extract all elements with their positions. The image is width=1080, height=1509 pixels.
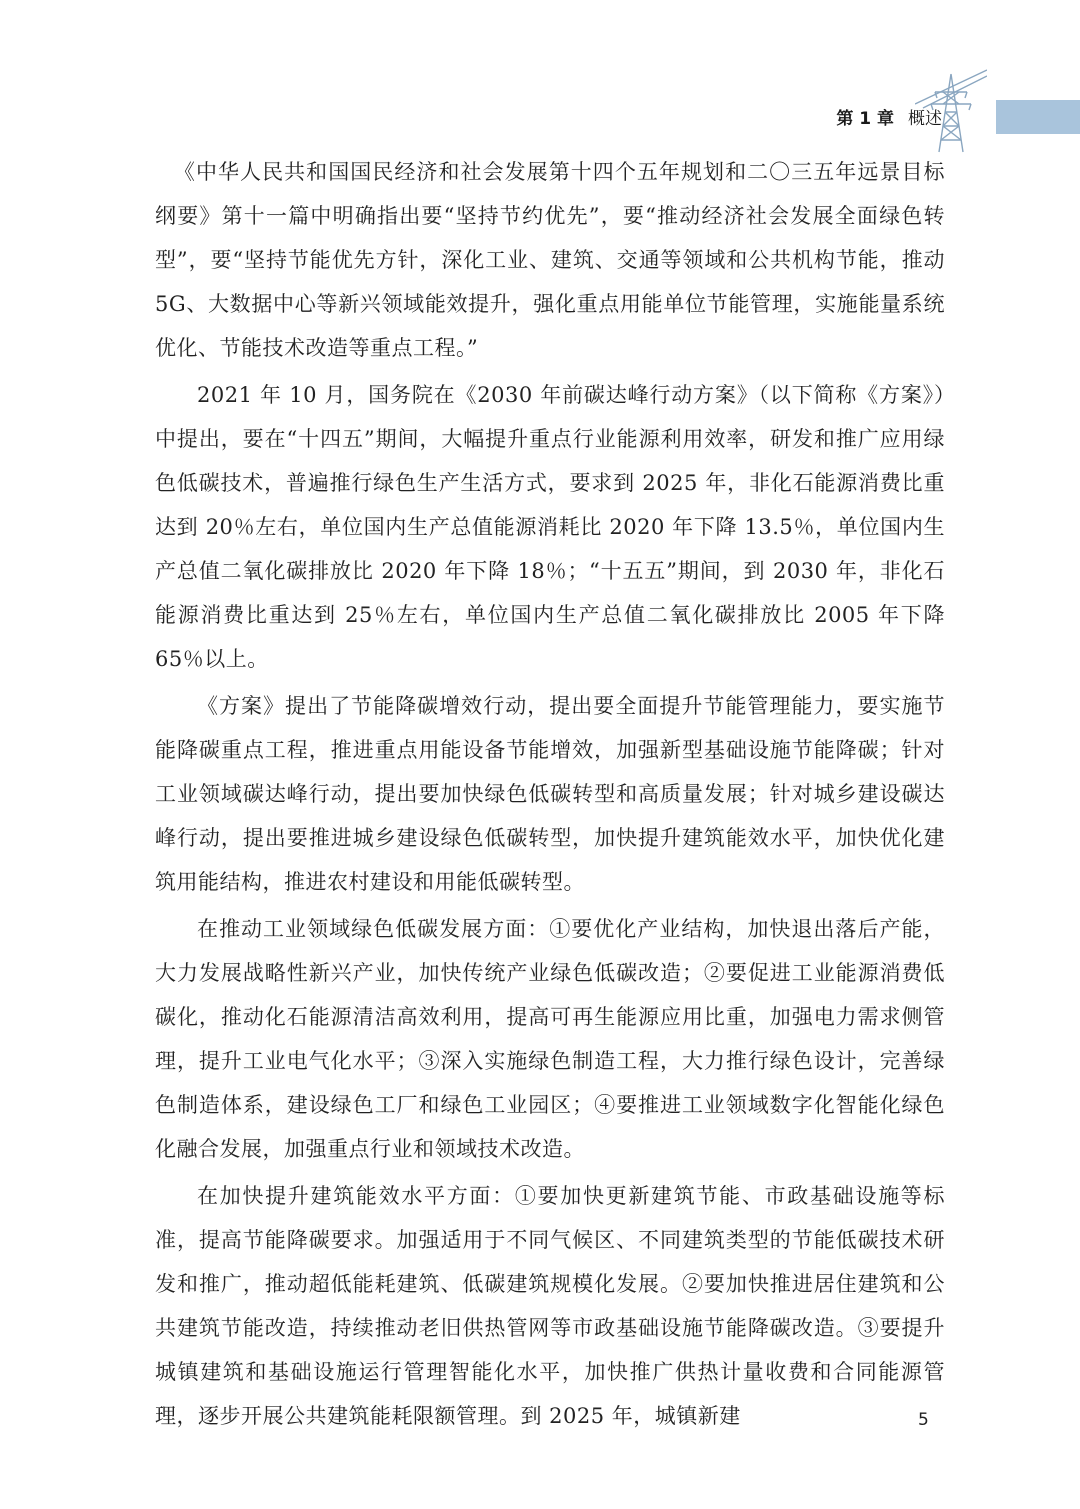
chapter-number: 第 1 章: [836, 109, 894, 129]
paragraph: 2021 年 10 月，国务院在《2030 年前碳达峰行动方案》（以下简称《方案》）中提出，要在“十四五”期间，大幅提升重点行业能源利用效率，研发和推广应用绿色低碳技术，普遍推行绿色生产生活方式，要求到 2025 年，非化石能源消费比重达到 20％左右，单位国内生产总值能源消耗比 2020 年下降 13.5％，单位国内生产总值二氧化碳排放比 2020 年下降 18％；“十五五”期间，到 2030 年，非化石能源消费比重达到 25％左右，单位国内生产总值二氧化碳排放比 2005 年下降 65％以上。: [155, 383, 945, 671]
paragraph: 《方案》提出了节能降碳增效行动，提出要全面提升节能管理能力，要实施节能降碳重点工程，推进重点用能设备节能增效，加强新型基础设施节能降碳；针对工业领域碳达峰行动，提出要加快绿色低碳转型和高质量发展；针对城乡建设碳达峰行动，提出要推进城乡建设绿色低碳转型，加快提升建筑能效水平，加快优化建筑用能结构，推进农村建设和用能低碳转型。: [155, 694, 945, 894]
chapter-title: 概述: [908, 109, 942, 129]
body-text: [155, 150, 945, 1441]
paragraph: 在加快提升建筑能效水平方面：①要加快更新建筑节能、市政基础设施等标准，提高节能降碳要求。加强适用于不同气候区、不同建筑类型的节能低碳技术研发和推广，推动超低能耗建筑、低碳建筑规模化发展。②要加快推进居住建筑和公共建筑节能改造，持续推动老旧供热管网等市政基础设施节能降碳改造。③要提升城镇建筑和基础设施运行管理智能化水平，加快推广供热计量收费和合同能源管理，逐步开展公共建筑能耗限额管理。到 2025 年，城镇新建: [155, 1184, 945, 1428]
page-number: 5: [918, 1410, 929, 1430]
paragraph: 《中华人民共和国国民经济和社会发展第十四个五年规划和二〇三五年远景目标纲要》第十一篇中明确指出要“坚持节约优先”，要“推动经济社会发展全面绿色转型”，要“坚持节能优先方针，深化工业、建筑、交通等领域和公共机构节能，推动 5G、大数据中心等新兴领域能效提升，强化重点用能单位节能管理，实施能量系统优化、节能技术改造等重点工程。”: [155, 160, 945, 360]
chapter-tab-bar: [996, 100, 1080, 134]
paragraph: 在推动工业领域绿色低碳发展方面：①要优化产业结构，加快退出落后产能，大力发展战略性新兴产业，加快传统产业绿色低碳改造；②要促进工业能源消费低碳化，推动化石能源清洁高效利用，提高可再生能源应用比重，加强电力需求侧管理，提升工业电气化水平；③深入实施绿色制造工程，大力推行绿色设计，完善绿色制造体系，建设绿色工厂和绿色工业园区；④要推进工业领域数字化智能化绿色化融合发展，加强重点行业和领域技术改造。: [155, 917, 945, 1161]
running-header: [836, 104, 942, 129]
